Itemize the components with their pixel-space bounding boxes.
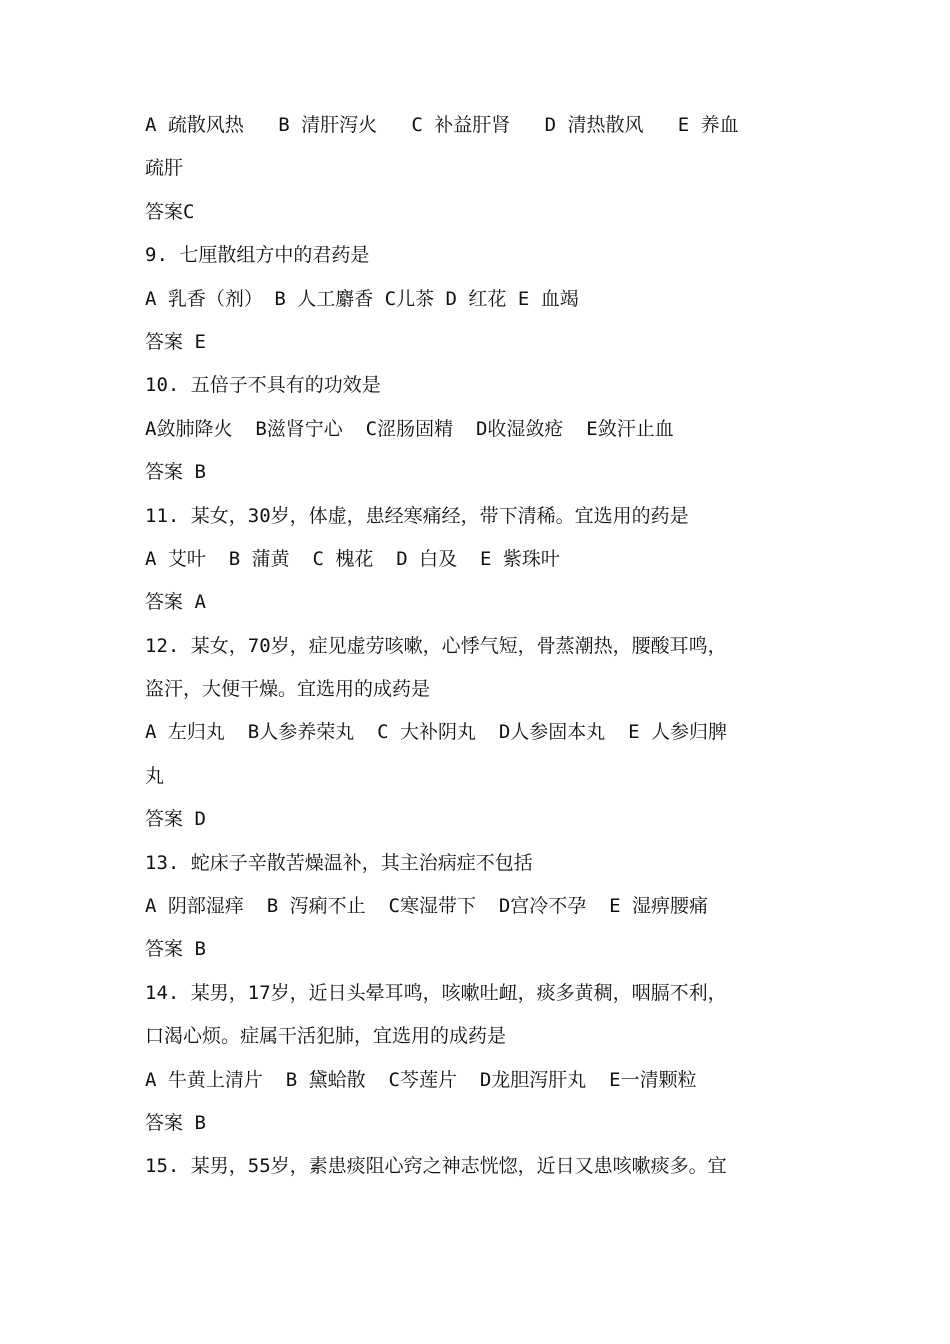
question-14-part1: 14. 某男，17岁，近日头晕耳鸣，咳嗽吐衄，痰多黄稠，咽膈不利， <box>145 981 727 1004</box>
answer-11: 答案 A <box>145 591 206 614</box>
options-13: A 阴部湿痒 B 泻痢不止 C寒湿带下 D宫冷不孕 E 湿痹腰痛 <box>145 895 709 918</box>
answer-13: 答案 B <box>145 938 206 961</box>
question-10: 10. 五倍子不具有的功效是 <box>145 374 381 397</box>
answer-12: 答案 D <box>145 808 206 831</box>
options-9: A 乳香（剂） B 人工麝香 C儿茶 D 红花 E 血竭 <box>145 287 579 310</box>
document-page <box>145 104 815 1189</box>
answer-14: 答案 B <box>145 1111 206 1134</box>
answer-8: 答案C <box>145 200 195 223</box>
question-9: 9. 七厘散组方中的君药是 <box>145 244 370 267</box>
options-14: A 牛黄上清片 B 黛蛤散 C芩莲片 D龙胆泻肝丸 E一清颗粒 <box>145 1068 697 1091</box>
answer-10: 答案 B <box>145 461 206 484</box>
line-1: A 疏散风热 B 清肝泻火 C 补益肝肾 D 清热散风 E 养血 <box>145 114 739 136</box>
question-14-part2: 口渴心烦。症属干活犯肺，宜选用的成药是 <box>145 1025 507 1048</box>
question-11: 11. 某女，30岁，体虚，患经寒痛经，带下清稀。宜选用的药是 <box>145 504 689 527</box>
answer-9: 答案 E <box>145 330 206 353</box>
question-15-part1: 15. 某男，55岁，素患痰阻心窍之神志恍惚，近日又患咳嗽痰多。宜 <box>145 1155 727 1178</box>
question-13: 13. 蛇床子辛散苦燥温补，其主治病症不包括 <box>145 851 533 874</box>
line-2: 疏肝 <box>145 157 184 180</box>
question-12-part1: 12. 某女，70岁，症见虚劳咳嗽，心悸气短，骨蒸潮热，腰酸耳鸣， <box>145 634 727 657</box>
options-10: A敛肺降火 B滋肾宁心 C涩肠固精 D收湿敛疮 E敛汗止血 <box>145 417 674 440</box>
options-11: A 艾叶 B 蒲黄 C 槐花 D 白及 E 紫珠叶 <box>145 547 560 570</box>
options-12-part1: A 左归丸 B人参养荣丸 C 大补阴丸 D人参固本丸 E 人参归脾 <box>145 721 728 744</box>
question-12-part2: 盗汗，大便干燥。宜选用的成药是 <box>145 678 431 701</box>
options-12-part2: 丸 <box>145 764 165 787</box>
